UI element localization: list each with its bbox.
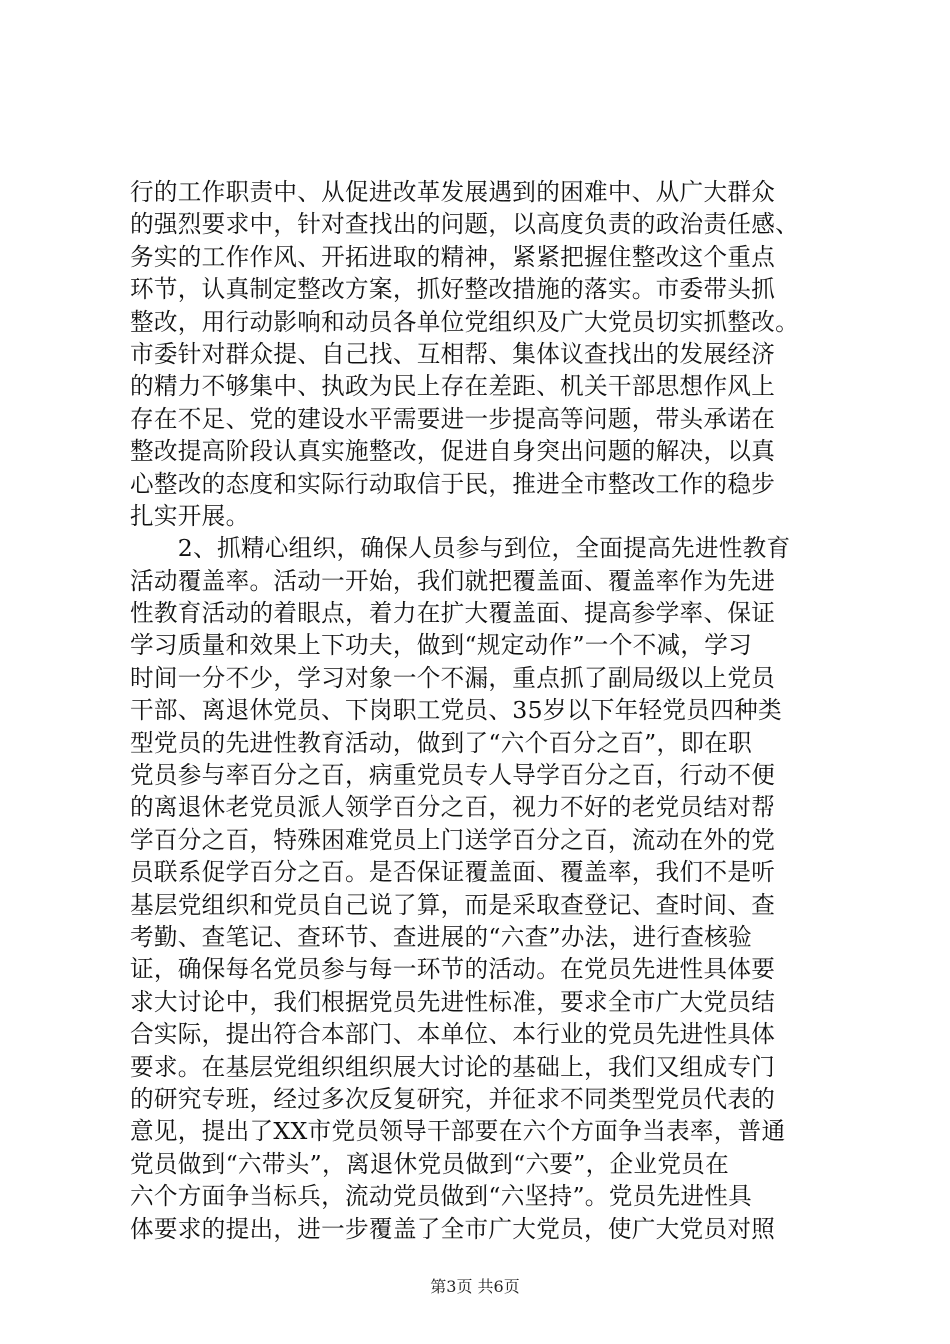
text-line: 的研究专班，经过多次反复研究，并征求不同类型党员代表的 (130, 1084, 776, 1113)
text-line: 活动覆盖率。活动一开始，我们就把覆盖面、覆盖率作为先进 (130, 566, 776, 595)
text-line: 证，确保每名党员参与每一环节的活动。在党员先进性具体要 (130, 955, 776, 984)
text-line: 求大讨论中，我们根据党员先进性标准，要求全市广大党员结 (130, 987, 776, 1016)
text-line: 六个方面争当标兵，流动党员做到“六坚持”。党员先进性具 (130, 1182, 753, 1211)
text-line: 干部、离退休党员、下岗职工党员、35岁以下年轻党员四种类 (130, 696, 782, 725)
text-line: 学习质量和效果上下功夫，做到“规定动作”一个不减，学习 (130, 631, 753, 660)
text-line: 体要求的提出，进一步覆盖了全市广大党员，使广大党员对照 (130, 1214, 776, 1243)
text-line: 存在不足、党的建设水平需要进一步提高等问题，带头承诺在 (130, 404, 776, 433)
text-line: 的离退休老党员派人领学百分之百，视力不好的老党员结对帮 (130, 793, 776, 822)
text-line: 要求。在基层党组织组织展大讨论的基础上，我们又组成专门 (130, 1052, 776, 1081)
text-line: 的强烈要求中，针对查找出的问题，以高度负责的政治责任感、 (130, 210, 800, 239)
body-text (130, 176, 830, 1245)
text-line: 环节，认真制定整改方案，抓好整改措施的落实。市委带头抓 (130, 275, 776, 304)
text-line: 整改，用行动影响和动员各单位党组织及广大党员切实抓整改。 (130, 307, 800, 336)
page-number-footer: 第3页 共6页 (430, 1277, 520, 1296)
text-line: 党员做到“六带头”，离退休党员做到“六要”，企业党员在 (130, 1149, 730, 1178)
text-line: 意见，提出了XX市党员领导干部要在六个方面争当表率，普通 (130, 1117, 786, 1146)
text-line: 型党员的先进性教育活动，做到了“六个百分之百”，即在职 (130, 728, 753, 757)
text-line: 心整改的态度和实际行动取信于民，推进全市整改工作的稳步 (130, 469, 776, 498)
text-line: 考勤、查笔记、查环节、查进展的“六查”办法，进行查核验 (130, 922, 753, 951)
text-line: 务实的工作作风、开拓进取的精神，紧紧把握住整改这个重点 (130, 242, 776, 271)
text-line: 员联系促学百分之百。是否保证覆盖面、覆盖率，我们不是听 (130, 858, 776, 887)
text-line: 整改提高阶段认真实施整改，促进自身突出问题的解决，以真 (130, 437, 776, 466)
text-line: 的精力不够集中、执政为民上存在差距、机关干部思想作风上 (130, 372, 776, 401)
text-line: 2、抓精心组织，确保人员参与到位，全面提高先进性教育 (130, 534, 791, 563)
text-line: 行的工作职责中、从促进改革发展遇到的困难中、从广大群众 (130, 178, 776, 206)
text-line: 基层党组织和党员自己说了算，而是采取查登记、查时间、查 (130, 890, 776, 919)
text-line: 扎实开展。 (130, 501, 250, 530)
text-line: 学百分之百，特殊困难党员上门送学百分之百，流动在外的党 (130, 825, 776, 854)
text-line: 党员参与率百分之百，病重党员专人导学百分之百，行动不便 (130, 761, 776, 790)
text-line: 合实际，提出符合本部门、本单位、本行业的党员先进性具体 (130, 1020, 776, 1049)
text-line: 时间一分不少，学习对象一个不漏，重点抓了副局级以上党员 (130, 663, 776, 692)
text-line: 市委针对群众提、自己找、互相帮、集体议查找出的发展经济 (130, 339, 776, 368)
text-line: 性教育活动的着眼点，着力在扩大覆盖面、提高参学率、保证 (130, 599, 776, 628)
